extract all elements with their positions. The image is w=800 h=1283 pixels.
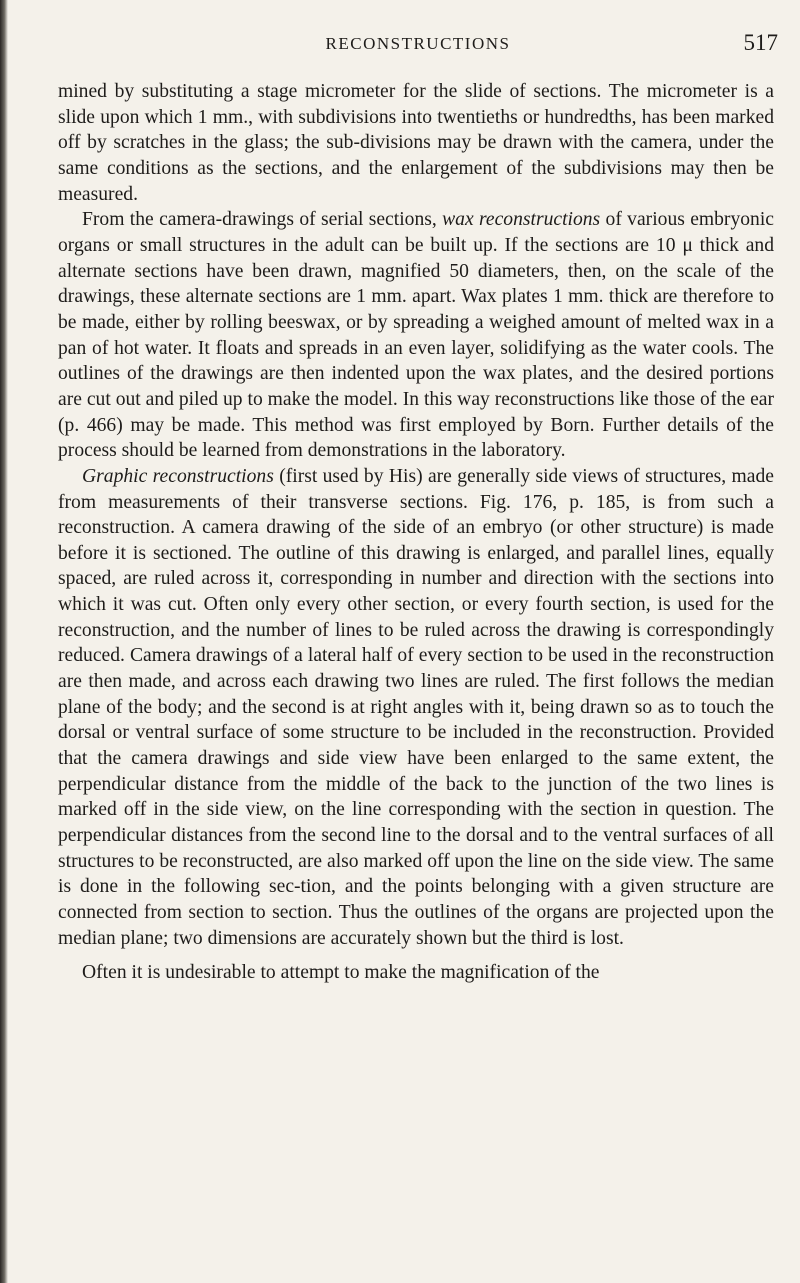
text-segment: mined by substituting a stage micrometer for the slide of sections. The micrometer is a slide upon which 1 mm., with subdivisions into twentieths or hundredths, has been marked off by scratches in the glass; the sub-divisions may be drawn with the camera, under the same conditions as the sections, and the enlargement of the subdivisions may then be measured. bbox=[58, 81, 774, 205]
italic-term: Graphic reconstructions bbox=[82, 465, 274, 487]
body-text bbox=[58, 79, 774, 986]
paragraph-wax-reconstructions bbox=[58, 207, 774, 464]
italic-term: wax reconstructions bbox=[442, 209, 601, 231]
text-segment: From the camera-drawings of serial sections, bbox=[82, 209, 443, 231]
text-segment: of various embryonic organs or small structures in the adult can be built up. If the sections are 10 μ thick and alternate sections have been drawn, magnified 50 diameters, then, on the scale of the drawings, these alternate sections are 1 mm. apart. Wax plates 1 mm. thick are therefore to be made, either by rolling beeswax, or by spreading a weighed amount of melted wax in a pan of hot water. It floats and spreads in an even layer, solidifying as the water cools. The outlines of the drawings are then indented upon the wax plates, and the desired portions are cut out and piled up to make the model. In this way reconstructions like those of the ear (p. 466) may be made. This method was first employed by Born. Further details of the process should be learned from demonstrations in the laboratory. bbox=[58, 209, 774, 462]
paragraph-continued bbox=[58, 79, 774, 207]
text-segment: (first used by His) are generally side views of structures, made from measurements of their transverse sections. Fig. 176, p. 185, is from such a reconstruction. A camera drawing of the side of an embryo (or other structure) is made before it is sectioned. The outline of this drawing is enlarged, and parallel lines, equally spaced, are ruled across it, corresponding in number and direction with the sections into which it was cut. Often only every other section, or every fourth section, is used for the reconstruction, and the number of lines to be ruled across the drawing is correspondingly reduced. Camera drawings of a lateral half of every section to be used in the reconstruction are then made, and across each drawing two lines are ruled. The first follows the median plane of the body; and the second is at right angles with it, being drawn so as to touch the dorsal or ventral surface of some structure to be included in the reconstruction. Provided that the camera drawings and side view have been enlarged to the same extent, the perpendicular distance from the middle of the back to the junction of the two lines is marked off in the side view, on the line corresponding with the section in question. The perpendicular distances from the second line to the dorsal and to the ventral surfaces of all structures to be reconstructed, are also marked off upon the line on the side view. The same is done in the following sec-tion, and the points belonging with a given structure are connected from section to section. Thus the outlines of the organs are projected upon the median plane; two dimensions are accurately shown but the third is lost. bbox=[58, 465, 774, 949]
text-segment: Often it is undesirable to attempt to make the magnification of the bbox=[82, 962, 600, 984]
page-number: 517 bbox=[743, 30, 778, 55]
paragraph-magnification bbox=[58, 960, 774, 986]
page-spine-shadow bbox=[0, 0, 8, 1283]
paragraph-graphic-reconstructions bbox=[58, 464, 774, 951]
page-header bbox=[58, 30, 778, 58]
running-head: RECONSTRUCTIONS bbox=[325, 34, 511, 53]
